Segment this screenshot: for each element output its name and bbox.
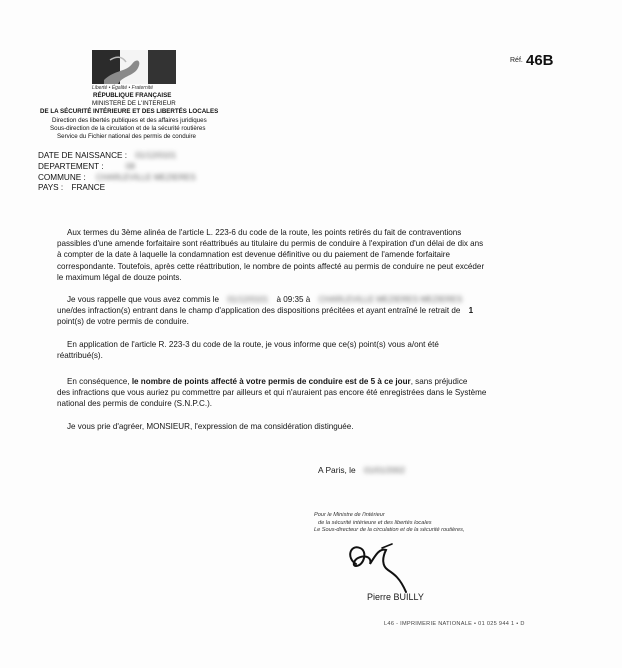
closing-paragraph	[57, 421, 567, 432]
handwritten-signature	[342, 536, 412, 594]
minister-block	[314, 512, 465, 535]
paragraph-3	[57, 339, 567, 361]
sign-date: 01/01/2002	[364, 466, 406, 475]
paragraph-4-line-3: national des permis de conduire (S.N.P.C.).	[57, 399, 213, 409]
minister-line-2: de la sécurité intérieure et des libertés locales	[318, 519, 432, 526]
paragraph-2	[57, 294, 567, 328]
paragraph-1	[57, 227, 567, 283]
paragraph-1-line-3: à compter de la date à laquelle la condamnation est devenue définitive ou du paiement de l'amende forfaitaire	[57, 250, 451, 260]
paragraph-4-line-1	[57, 376, 567, 387]
paragraph-1-line-5: le maximum légal de douze points.	[57, 272, 182, 282]
commune-value: CHARLEVILLE MEZIERES	[96, 173, 196, 182]
birth-date-row	[38, 150, 176, 161]
paragraph-1-line-1: Aux termes du 3ème alinéa de l'article L. 223-6 du code de la route, les points retirés du fait de contraventions	[67, 228, 462, 237]
reference-number: 46B	[526, 52, 554, 69]
paragraph-2-line-2-text: une/des infraction(s) entrant dans le champ d'application des dispositions précitées et ayant entraîné le retrait de	[57, 306, 461, 316]
paragraph-4-line-2: des infractions que vous auriez pu commettre par ailleurs et qui n'auraient pas encore été enregistrées dans le Système	[57, 388, 487, 398]
paragraph-1-line-4: correspondante. Toutefois, après cette réattribution, le nombre de points affecté au permis de conduire ne peut excéder	[57, 261, 485, 271]
signatory-name: Pierre BUILLY	[367, 592, 424, 602]
direction-line: Direction des libertés publiques et des affaires juridiques	[52, 117, 207, 124]
ministry-line-2: DE LA SÉCURITÉ INTÉRIEURE ET DES LIBERTÉS LOCALES	[40, 108, 219, 115]
department-value: 08	[125, 162, 135, 171]
paragraph-4	[57, 376, 567, 410]
infraction-date: 01/12/0101	[227, 295, 269, 304]
republic-label: RÉPUBLIQUE FRANÇAISE	[93, 92, 172, 99]
infraction-intro: Je vous rappelle que vous avez commis le	[67, 295, 220, 304]
infraction-time: à 09:35 à	[276, 295, 311, 304]
sign-place: A Paris, le	[318, 465, 356, 475]
country-value: FRANCE	[71, 183, 106, 192]
minister-line-3: Le Sous-directeur de la circulation et de la sécurité routières,	[314, 527, 465, 534]
paragraph-3-line-2: réattribué(s).	[57, 351, 103, 361]
sign-place-date	[318, 465, 405, 475]
closing-line: Je vous prie d'agréer, MONSIEUR, l'expression de ma considération distinguée.	[67, 422, 354, 431]
service-line: Service du Fichier national des permis de conduire	[57, 133, 196, 140]
department-row	[38, 161, 135, 172]
minister-line-1: Pour le Ministre de l'intérieur	[314, 512, 385, 518]
birth-date-value: 01/12/0101	[135, 151, 177, 160]
paragraph-2-line-3: point(s) de votre permis de conduire.	[57, 317, 189, 327]
subdirection-line: Sous-direction de la circulation et de la sécurité routières	[50, 125, 206, 132]
department-label: DEPARTEMENT :	[38, 162, 104, 171]
infraction-place: CHARLEVILLE MEZIERES MEZIERES	[318, 295, 463, 304]
paragraph-2-line-1	[57, 294, 567, 305]
reference-label: Réf.	[510, 57, 523, 64]
commune-label: COMMUNE :	[38, 173, 86, 182]
points-withdrawn: 1	[468, 306, 474, 316]
paragraph-3-line-1: En application de l'article R. 223-3 du code de la route, je vous informe que ce(s) point(s) vous a/ont été	[67, 340, 439, 349]
country-row	[38, 182, 105, 193]
paragraph-4-intro: En conséquence,	[67, 377, 130, 386]
birth-date-label: DATE DE NAISSANCE :	[38, 151, 128, 160]
republic-motto: Liberté • Égalité • Fraternité	[92, 85, 154, 91]
country-label: PAYS :	[38, 183, 64, 192]
paragraph-4-tail: , sans préjudice	[410, 377, 468, 386]
paragraph-2-line-2	[57, 305, 567, 316]
ministry-line-1: MINISTERE DE L'INTERIEUR	[92, 100, 176, 107]
printer-footer: L46 - IMPRIMERIE NATIONALE • 01 025 944 1 • D	[384, 621, 525, 627]
paragraph-1-line-2: passibles d'une amende forfaitaire sont réattribués au titulaire du permis de conduire à l'expiration d'un délai de dix ans	[57, 239, 484, 249]
marianne-logo	[92, 50, 176, 84]
points-balance-statement: le nombre de points affecté à votre permis de conduire est de 5 à ce jour	[131, 377, 411, 386]
